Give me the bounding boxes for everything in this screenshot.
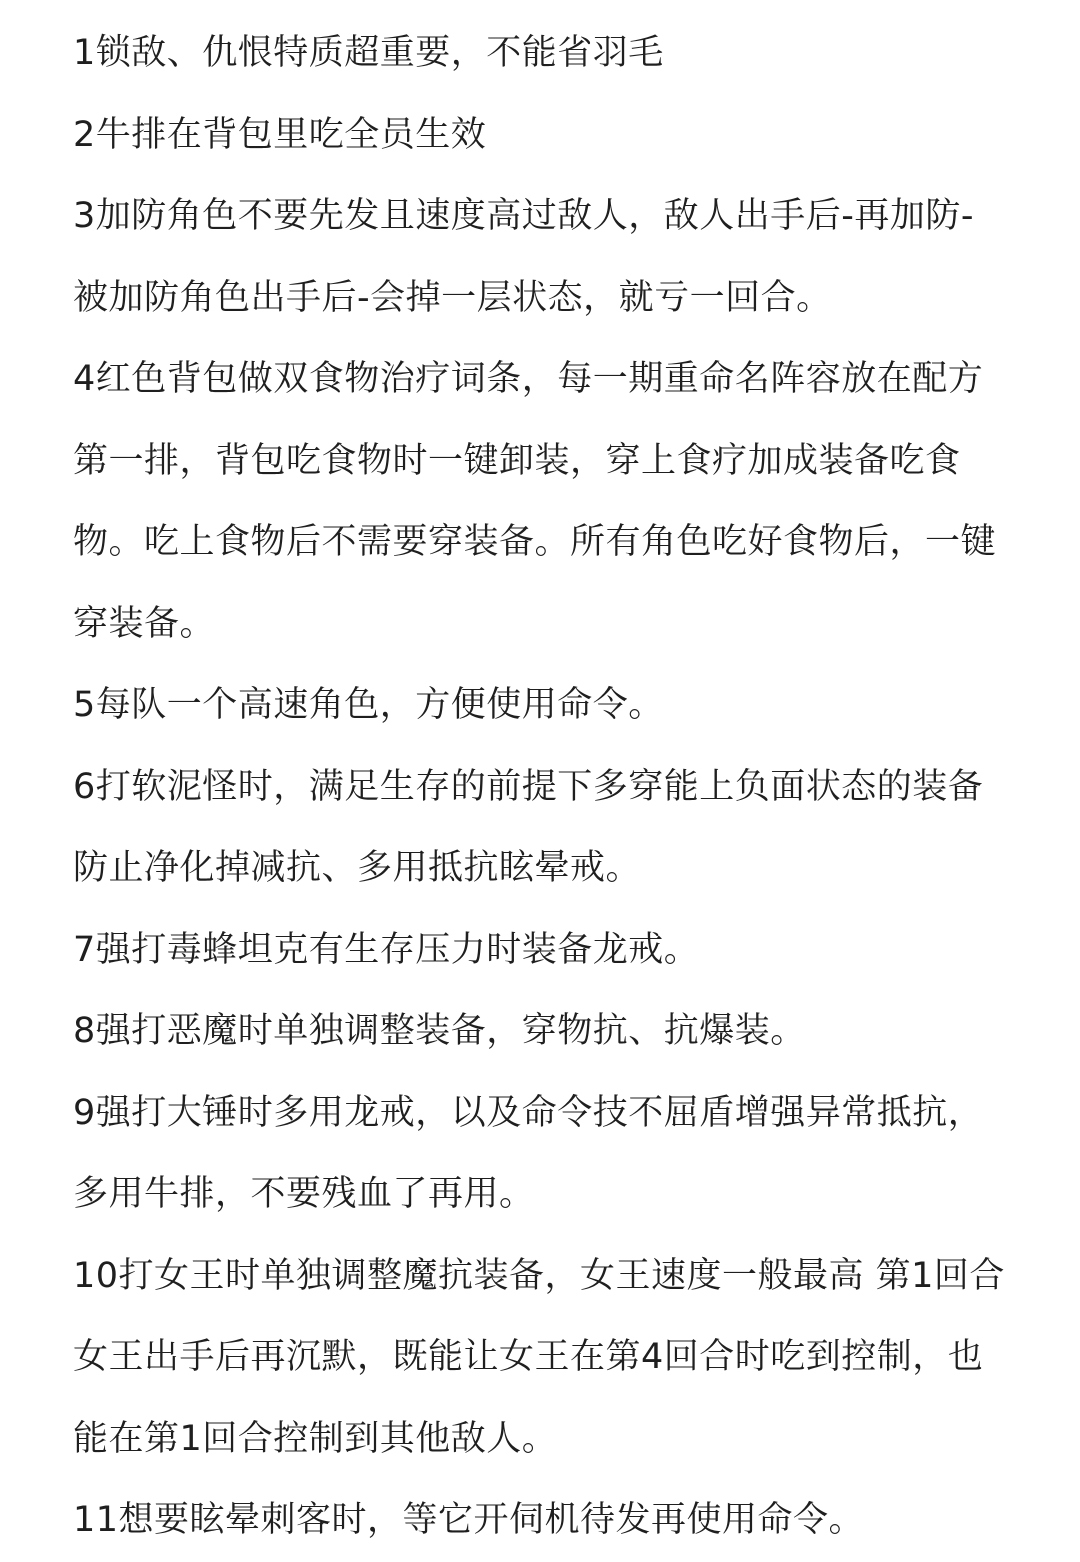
text-line: 第一排，背包吃食物时一键卸装，穿上食疗加成装备吃食 bbox=[73, 440, 961, 481]
tips-document bbox=[73, 13, 1013, 1562]
text-line: 3加防角色不要先发且速度高过敌人，敌人出手后-再加防- bbox=[73, 196, 975, 236]
text-line: 2牛排在背包里吃全员生效 bbox=[73, 114, 487, 155]
text-line: 11想要眩晕刺客时，等它开伺机待发再使用命令。 bbox=[73, 1500, 865, 1540]
text-line: 防止净化掉减抗、多用抵抗眩晕戒。 bbox=[73, 848, 642, 888]
text-line: 穿装备。 bbox=[73, 603, 216, 644]
text-line: 1锁敌、仇恨特质超重要，不能省羽毛 bbox=[73, 33, 664, 73]
text-line: 9强打大锤时多用龙戒，以及命令技不屈盾增强异常抵抗， bbox=[73, 1092, 984, 1133]
text-line: 女王出手后再沉默，既能让女王在第4回合时吃到控制，也 bbox=[73, 1337, 984, 1377]
text-line: 被加防角色出手后-会掉一层状态，就亏一回合。 bbox=[73, 277, 832, 318]
text-line: 8强打恶魔时单独调整装备，穿物抗、抗爆装。 bbox=[73, 1011, 806, 1051]
text-line: 能在第1回合控制到其他敌人。 bbox=[73, 1418, 558, 1459]
text-line: 4红色背包做双食物治疗词条，每一期重命名阵容放在配方 bbox=[73, 359, 984, 399]
text-line: 5每队一个高速角色，方便使用命令。 bbox=[73, 685, 664, 725]
text-line: 10打女王时单独调整魔抗装备，女王速度一般最高 第1回合 bbox=[73, 1255, 1005, 1296]
text-line: 物。吃上食物后不需要穿装备。所有角色吃好食物后，一键 bbox=[73, 522, 997, 562]
text-line: 6打软泥怪时，满足生存的前提下多穿能上负面状态的装备 bbox=[73, 766, 984, 807]
text-line: 多用牛排，不要残血了再用。 bbox=[73, 1174, 535, 1214]
text-line: 7强打毒蜂坦克有生存压力时装备龙戒。 bbox=[73, 929, 700, 970]
